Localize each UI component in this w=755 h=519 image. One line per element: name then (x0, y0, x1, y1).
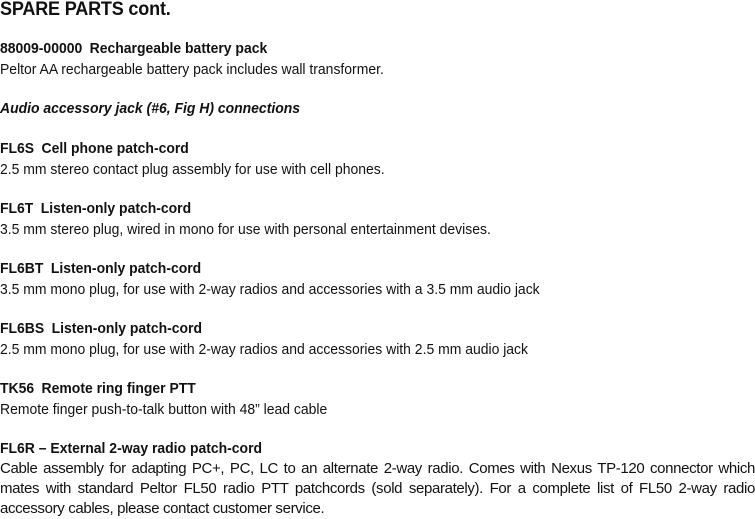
part-code: 88009-00000 (0, 40, 83, 57)
part-name: Listen-only patch-cord (51, 320, 202, 337)
part-name: Listen-only patch-cord (40, 200, 192, 217)
item-heading-fl6r: FL6R – External 2-way radio patch-cord (0, 440, 263, 457)
item-heading-fl6t (0, 200, 191, 217)
part-code: FL6T (0, 200, 34, 217)
item-description-fl6bs: 2.5 mm mono plug, for use with 2-way radios and accessories with 2.5 mm audio jack (0, 341, 529, 358)
item-heading-fl6s (0, 140, 189, 157)
part-code: FL6S (0, 140, 35, 157)
part-code: TK56 (0, 380, 35, 397)
part-name: Rechargeable battery pack (89, 40, 268, 57)
item-description-battery-pack: Peltor AA rechargeable battery pack includes wall transformer. (0, 61, 384, 78)
item-heading-tk56 (0, 380, 196, 397)
part-code: FL6BS (0, 320, 45, 337)
part-code: FL6BT (0, 260, 44, 277)
item-description-fl6bt: 3.5 mm mono plug, for use with 2-way radios and accessories with a 3.5 mm audio jack (0, 281, 540, 298)
part-name: Remote ring finger PTT (41, 380, 196, 397)
item-description-fl6r: Cable assembly for adapting PC+, PC, LC to an alternate 2-way radio. Comes with Nexus TP-120 connector which mates with standard Peltor FL50 radio PTT patchcords (sold separately). For a complete list of FL50 2-way radio accessory cables, please contact customer service. (0, 460, 755, 517)
part-name: Listen-only patch-cord (50, 260, 202, 277)
item-description-fl6s: 2.5 mm stereo contact plug assembly for use with cell phones. (0, 161, 385, 178)
part-name: Cell phone patch-cord (41, 140, 189, 157)
page-title: SPARE PARTS cont. (0, 0, 171, 20)
item-heading-battery-pack (0, 40, 267, 57)
item-description-tk56: Remote finger push-to-talk button with 48” lead cable (0, 401, 328, 418)
item-description-fl6t: 3.5 mm stereo plug, wired in mono for use with personal entertainment devises. (0, 221, 491, 238)
item-heading-fl6bt (0, 260, 201, 277)
section-heading-audio-jack: Audio accessory jack (#6, Fig H) connections (0, 100, 301, 117)
item-heading-fl6bs (0, 320, 202, 337)
